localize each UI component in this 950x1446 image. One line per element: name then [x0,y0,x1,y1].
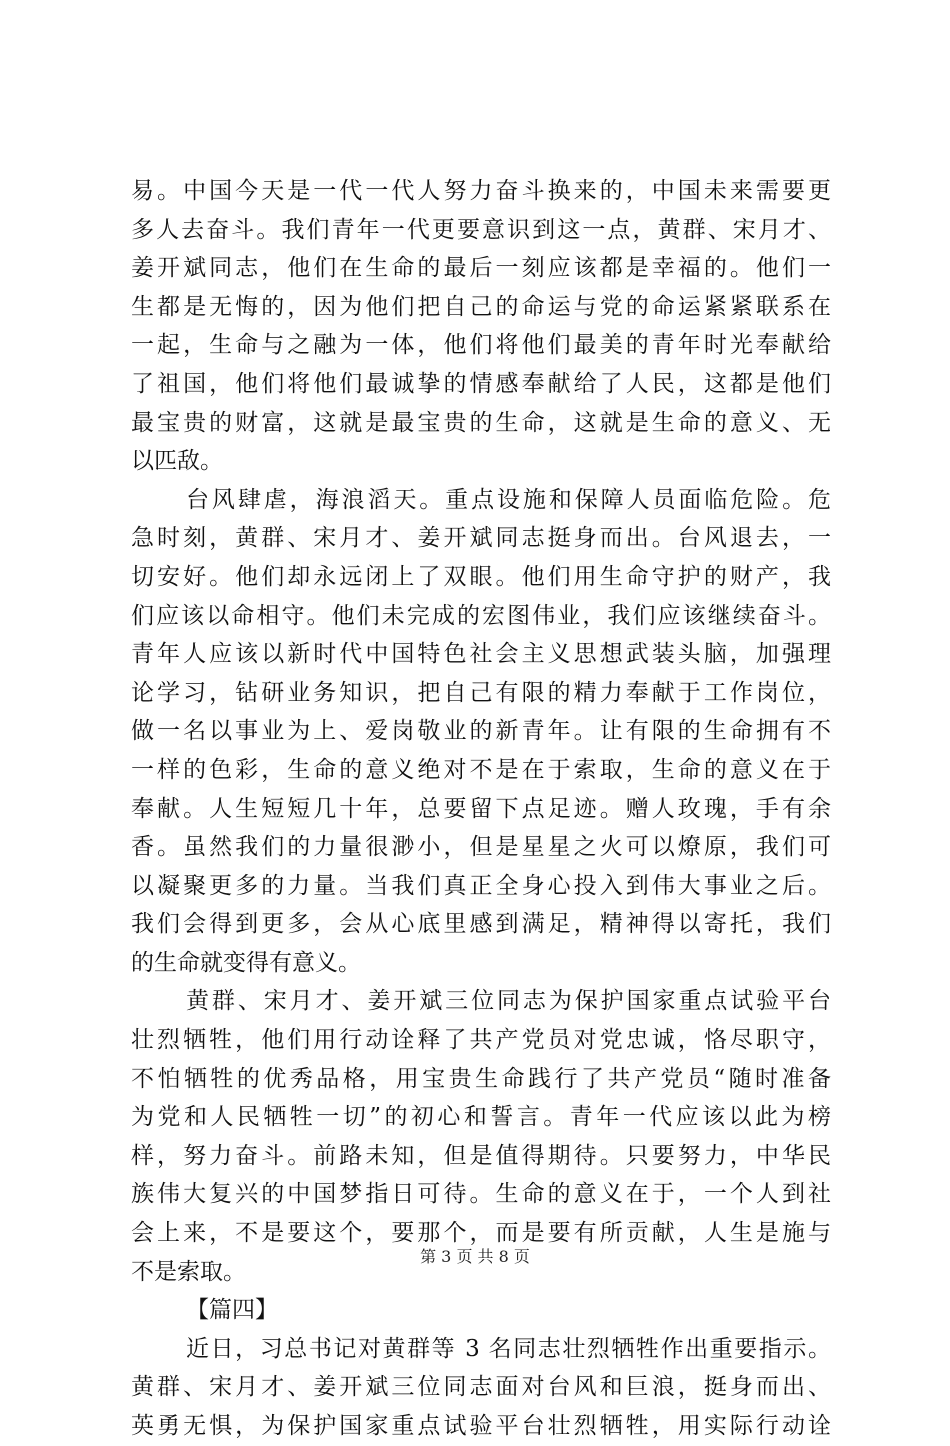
text-line: 多人去奋斗。我们青年一代更要意识到这一点，黄群、宋月才、 [131,216,831,243]
text-line: 了祖国，他们将他们最诚挚的情感奉献给了人民，这都是他们 [131,370,831,397]
text-line: 我们会得到更多，会从心底里感到满足，精神得以寄托，我们 [131,911,831,938]
text-line: 最宝贵的财富，这就是最宝贵的生命，这就是生命的意义、无 [131,409,831,436]
text-line: 样，努力奋斗。前路未知，但是值得期待。只要努力，中华民 [131,1142,831,1169]
text-line: 们应该以命相守。他们未完成的宏图伟业，我们应该继续奋斗。 [131,602,831,629]
text-line: 生都是无悔的，因为他们把自己的命运与党的命运紧紧联系在 [131,293,831,320]
page-footer: 第 3 页 共 8 页 [420,1247,530,1266]
text-line: 急时刻，黄群、宋月才、姜开斌同志挺身而出。台风退去，一 [131,525,831,552]
text-line: 奉献。人生短短几十年，总要留下点足迹。赠人玫瑰，手有余 [131,795,831,822]
text-line: 论学习，钻研业务知识，把自己有限的精力奉献于工作岗位， [131,679,831,706]
text-line: 不是索取。 [131,1258,246,1285]
text-line: 台风肆虐，海浪滔天。重点设施和保障人员面临危险。危 [186,486,831,513]
text-line: 的生命就变得有意义。 [131,949,361,976]
text-line: 黄群、宋月才、姜开斌三位同志为保护国家重点试验平台 [186,988,831,1015]
text-line: 黄群、宋月才、姜开斌三位同志面对台风和巨浪，挺身而出、 [131,1374,831,1401]
text-line: 以凝聚更多的力量。当我们真正全身心投入到伟大事业之后。 [131,872,831,899]
text-line: 为党和人民牺牲一切”的初心和誓言。青年一代应该以此为榜 [131,1104,831,1131]
text-line: 一起，生命与之融为一体，他们将他们最美的青年时光奉献给 [131,332,831,359]
text-line: 族伟大复兴的中国梦指日可待。生命的意义在于，一个人到社 [131,1181,831,1208]
text-line: 会上来，不是要这个，要那个，而是要有所贡献，人生是施与 [131,1220,831,1247]
text-line: 一样的色彩，生命的意义绝对不是在于索取，生命的意义在于 [131,756,831,783]
text-line: 以匹敌。 [131,448,223,475]
text-line: 壮烈牺牲，他们用行动诠释了共产党员对党忠诚，恪尽职守， [131,1027,831,1054]
text-line: 【篇四】 [186,1297,278,1324]
text-line: 易。中国今天是一代一代人努力奋斗换来的，中国未来需要更 [131,178,831,204]
text-line: 不怕牺牲的优秀品格，用宝贵生命践行了共产党员“随时准备 [131,1065,831,1092]
text-line: 青年人应该以新时代中国特色社会主义思想武装头脑，加强理 [131,641,831,668]
text-line: 英勇无惧，为保护国家重点试验平台壮烈牺牲，用实际行动诠 [131,1413,831,1439]
text-line: 近日，习总书记对黄群等 3 名同志壮烈牺牲作出重要指示。 [186,1335,831,1362]
text-line: 做一名以事业为上、爱岗敬业的新青年。让有限的生命拥有不 [131,718,831,745]
text-line: 姜开斌同志，他们在生命的最后一刻应该都是幸福的。他们一 [131,255,831,282]
text-line: 香。虽然我们的力量很渺小，但是星星之火可以燎原，我们可 [131,834,831,861]
text-line: 切安好。他们却永远闭上了双眼。他们用生命守护的财产，我 [131,563,831,590]
